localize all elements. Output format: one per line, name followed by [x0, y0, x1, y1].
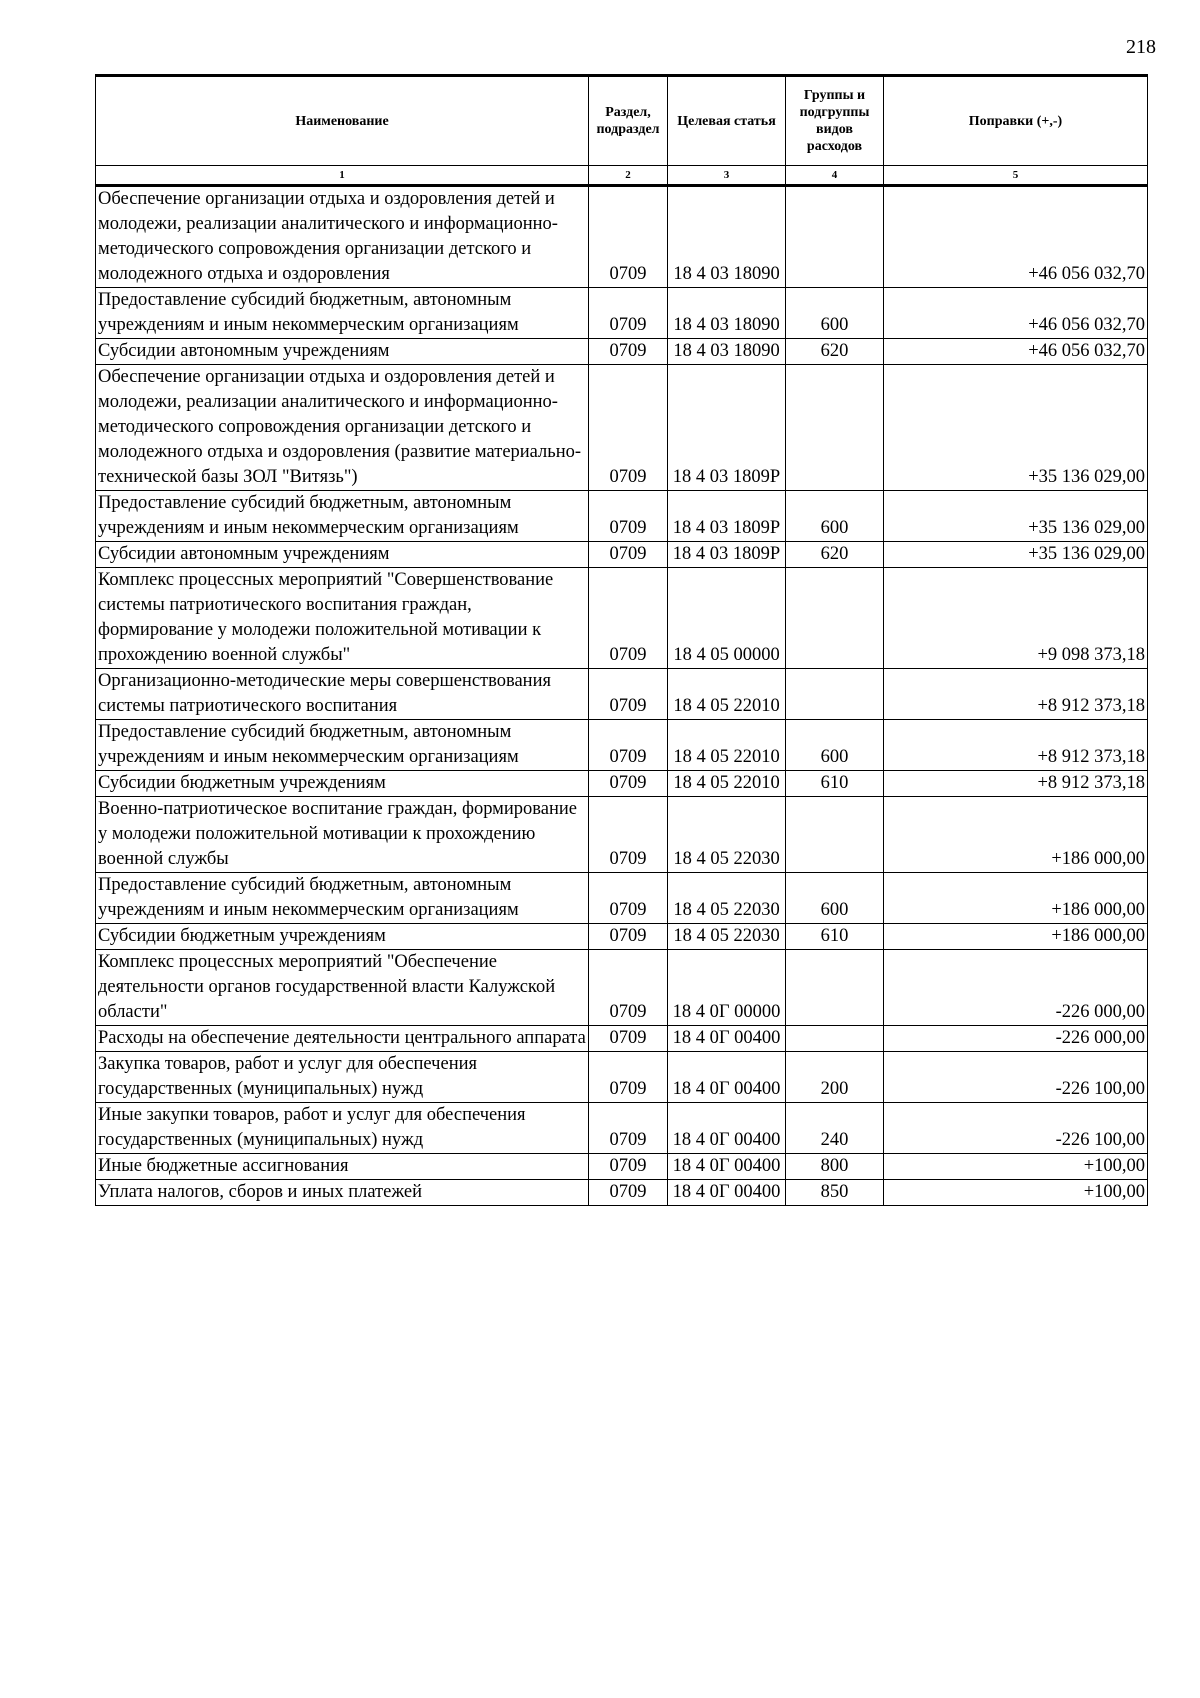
row-target-article: 18 4 0Г 00400	[668, 1154, 786, 1180]
row-target-article: 18 4 0Г 00400	[668, 1180, 786, 1206]
row-expense-group: 620	[786, 542, 884, 568]
header-groups: Группы и подгруппы видов расходов	[786, 76, 884, 166]
row-name: Военно-патриотическое воспитание граждан, формирование у молодежи положительной мотивации к прохождению военной службы	[96, 797, 589, 873]
row-target-article: 18 4 05 00000	[668, 568, 786, 669]
row-section: 0709	[589, 186, 668, 288]
column-number: 1	[96, 166, 589, 186]
row-amendment-amount: +100,00	[884, 1180, 1148, 1206]
row-name: Субсидии автономным учреждениям	[96, 542, 589, 568]
row-name: Организационно-методические меры совершенствования системы патриотического воспитания	[96, 669, 589, 720]
row-amendment-amount: +46 056 032,70	[884, 339, 1148, 365]
header-section: Раздел, подраздел	[589, 76, 668, 166]
row-name: Закупка товаров, работ и услуг для обеспечения государственных (муниципальных) нужд	[96, 1052, 589, 1103]
row-target-article: 18 4 05 22010	[668, 669, 786, 720]
row-target-article: 18 4 03 18090	[668, 339, 786, 365]
row-target-article: 18 4 03 1809Р	[668, 491, 786, 542]
table-row	[96, 339, 1148, 365]
row-section: 0709	[589, 924, 668, 950]
row-amendment-amount: +35 136 029,00	[884, 491, 1148, 542]
row-amendment-amount: +186 000,00	[884, 924, 1148, 950]
row-target-article: 18 4 05 22010	[668, 720, 786, 771]
row-target-article: 18 4 03 18090	[668, 288, 786, 339]
row-section: 0709	[589, 669, 668, 720]
column-number: 4	[786, 166, 884, 186]
row-target-article: 18 4 05 22030	[668, 797, 786, 873]
row-amendment-amount: +9 098 373,18	[884, 568, 1148, 669]
row-amendment-amount: +8 912 373,18	[884, 669, 1148, 720]
row-section: 0709	[589, 950, 668, 1026]
row-name: Уплата налогов, сборов и иных платежей	[96, 1180, 589, 1206]
row-name: Субсидии автономным учреждениям	[96, 339, 589, 365]
row-target-article: 18 4 05 22030	[668, 873, 786, 924]
row-name: Субсидии бюджетным учреждениям	[96, 924, 589, 950]
row-amendment-amount: -226 100,00	[884, 1052, 1148, 1103]
row-expense-group: 600	[786, 288, 884, 339]
row-expense-group: 610	[786, 771, 884, 797]
row-name: Иные закупки товаров, работ и услуг для обеспечения государственных (муниципальных) нужд	[96, 1103, 589, 1154]
row-expense-group	[786, 950, 884, 1026]
table-row	[96, 1026, 1148, 1052]
header-amendments: Поправки (+,-)	[884, 76, 1148, 166]
row-expense-group	[786, 568, 884, 669]
row-expense-group	[786, 669, 884, 720]
row-expense-group: 610	[786, 924, 884, 950]
row-target-article: 18 4 03 1809Р	[668, 365, 786, 491]
row-target-article: 18 4 0Г 00400	[668, 1052, 786, 1103]
row-section: 0709	[589, 568, 668, 669]
budget-amendments-table	[95, 74, 1148, 1206]
row-amendment-amount: -226 000,00	[884, 1026, 1148, 1052]
row-target-article: 18 4 05 22030	[668, 924, 786, 950]
page-number: 218	[1126, 36, 1156, 58]
table-row	[96, 491, 1148, 542]
table-body	[96, 186, 1148, 1206]
column-number: 5	[884, 166, 1148, 186]
row-amendment-amount: +186 000,00	[884, 873, 1148, 924]
row-amendment-amount: +8 912 373,18	[884, 720, 1148, 771]
table-row	[96, 1103, 1148, 1154]
row-section: 0709	[589, 797, 668, 873]
row-target-article: 18 4 03 18090	[668, 186, 786, 288]
row-section: 0709	[589, 771, 668, 797]
row-section: 0709	[589, 339, 668, 365]
row-section: 0709	[589, 1154, 668, 1180]
row-section: 0709	[589, 288, 668, 339]
row-section: 0709	[589, 542, 668, 568]
row-section: 0709	[589, 720, 668, 771]
row-name: Иные бюджетные ассигнования	[96, 1154, 589, 1180]
row-name: Комплекс процессных мероприятий "Совершенствование системы патриотического воспитания граждан, формирование у молодежи положительной мотивации к прохождению военной службы"	[96, 568, 589, 669]
row-name: Предоставление субсидий бюджетным, автономным учреждениям и иным некоммерческим организациям	[96, 288, 589, 339]
table-row	[96, 365, 1148, 491]
table-row	[96, 771, 1148, 797]
row-amendment-amount: -226 100,00	[884, 1103, 1148, 1154]
row-name: Предоставление субсидий бюджетным, автономным учреждениям и иным некоммерческим организациям	[96, 491, 589, 542]
row-section: 0709	[589, 491, 668, 542]
row-section: 0709	[589, 873, 668, 924]
row-expense-group	[786, 797, 884, 873]
table-row	[96, 1154, 1148, 1180]
table-row	[96, 797, 1148, 873]
row-amendment-amount: +8 912 373,18	[884, 771, 1148, 797]
row-expense-group: 620	[786, 339, 884, 365]
column-number: 2	[589, 166, 668, 186]
row-amendment-amount: -226 000,00	[884, 950, 1148, 1026]
row-amendment-amount: +35 136 029,00	[884, 542, 1148, 568]
column-number: 3	[668, 166, 786, 186]
row-amendment-amount: +46 056 032,70	[884, 288, 1148, 339]
row-amendment-amount: +186 000,00	[884, 797, 1148, 873]
row-section: 0709	[589, 1180, 668, 1206]
row-expense-group: 600	[786, 720, 884, 771]
row-expense-group: 850	[786, 1180, 884, 1206]
table-row	[96, 1180, 1148, 1206]
table-row	[96, 669, 1148, 720]
row-section: 0709	[589, 365, 668, 491]
row-expense-group	[786, 1026, 884, 1052]
row-amendment-amount: +100,00	[884, 1154, 1148, 1180]
table-row	[96, 542, 1148, 568]
row-target-article: 18 4 05 22010	[668, 771, 786, 797]
row-section: 0709	[589, 1103, 668, 1154]
row-target-article: 18 4 0Г 00400	[668, 1103, 786, 1154]
row-name: Расходы на обеспечение деятельности центрального аппарата	[96, 1026, 589, 1052]
table-row	[96, 186, 1148, 288]
table-row	[96, 924, 1148, 950]
row-amendment-amount: +35 136 029,00	[884, 365, 1148, 491]
row-target-article: 18 4 0Г 00400	[668, 1026, 786, 1052]
row-name: Предоставление субсидий бюджетным, автономным учреждениям и иным некоммерческим организациям	[96, 873, 589, 924]
row-target-article: 18 4 03 1809Р	[668, 542, 786, 568]
row-name: Предоставление субсидий бюджетным, автономным учреждениям и иным некоммерческим организациям	[96, 720, 589, 771]
row-expense-group: 200	[786, 1052, 884, 1103]
row-name: Обеспечение организации отдыха и оздоровления детей и молодежи, реализации аналитического и информационно-методического сопровождения организации детского и молодежного отдыха и оздоровления	[96, 186, 589, 288]
table-row	[96, 568, 1148, 669]
table-row	[96, 720, 1148, 771]
table-row	[96, 873, 1148, 924]
row-name: Субсидии бюджетным учреждениям	[96, 771, 589, 797]
row-expense-group: 240	[786, 1103, 884, 1154]
header-target: Целевая статья	[668, 76, 786, 166]
row-target-article: 18 4 0Г 00000	[668, 950, 786, 1026]
row-expense-group	[786, 365, 884, 491]
row-expense-group: 600	[786, 873, 884, 924]
row-expense-group: 800	[786, 1154, 884, 1180]
header-name: Наименование	[96, 76, 589, 166]
table-row	[96, 288, 1148, 339]
row-section: 0709	[589, 1052, 668, 1103]
row-name: Комплекс процессных мероприятий "Обеспечение деятельности органов государственной власти Калужской области"	[96, 950, 589, 1026]
row-name: Обеспечение организации отдыха и оздоровления детей и молодежи, реализации аналитического и информационно-методического сопровождения организации детского и молодежного отдыха и оздоровления (развитие материально-технической базы ЗОЛ "Витязь")	[96, 365, 589, 491]
table-row	[96, 1052, 1148, 1103]
row-expense-group: 600	[786, 491, 884, 542]
row-expense-group	[786, 186, 884, 288]
table-row	[96, 950, 1148, 1026]
row-amendment-amount: +46 056 032,70	[884, 186, 1148, 288]
row-section: 0709	[589, 1026, 668, 1052]
